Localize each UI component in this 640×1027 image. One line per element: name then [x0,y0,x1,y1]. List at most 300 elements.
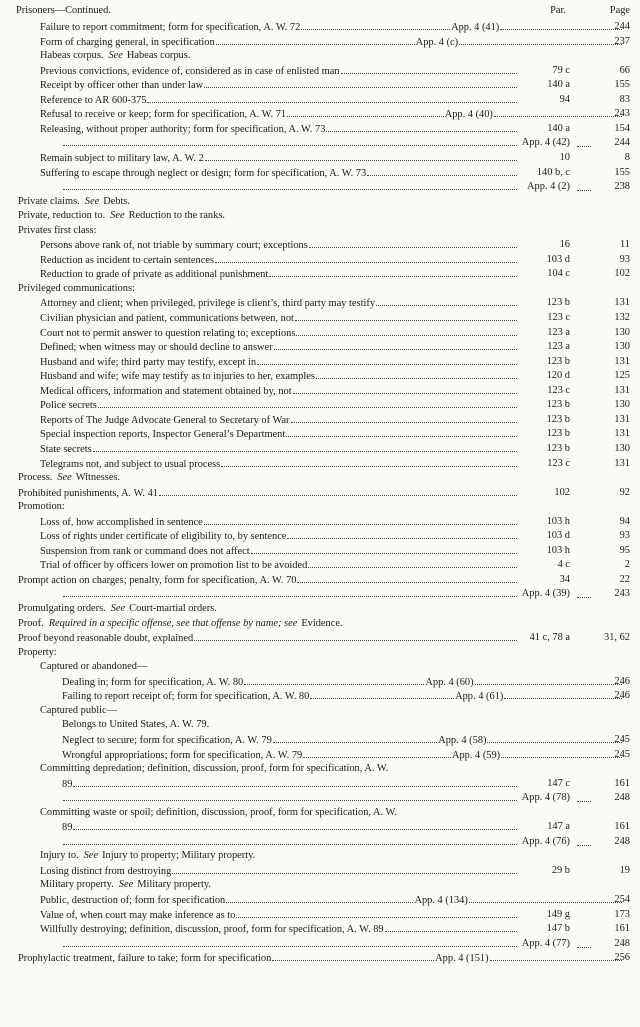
page-number: 130 [614,442,630,454]
index-entry [0,791,640,805]
index-entry [0,369,640,383]
dot-leader [367,166,517,176]
index-entry [0,675,640,689]
index-entry [0,471,640,485]
entry-text: Police secrets [40,400,97,412]
see-reference-label: See [57,472,72,484]
entry-text: Suffering to escape through neglect or design; form for specification, A. W. 73 [40,167,367,179]
paragraph-reference: 29 b [551,864,570,876]
index-entry [0,515,640,529]
entry-heading [40,893,623,908]
entry-text: Injury to. [40,850,79,862]
entry-text: Promotion: [18,501,65,513]
entry-text: Attorney and client; when privileged, privilege is client’s, third party may testify [40,298,376,310]
dot-leader [577,137,591,147]
page-number: 130 [614,326,630,338]
entry-text: Court not to permit answer to question relating to; exceptions [40,327,296,339]
index-entry [0,384,640,398]
page-number: 93 [619,530,630,542]
page-number: 161 [614,777,630,789]
entry-heading [40,355,518,370]
entry-heading [40,151,518,166]
index-entry [0,718,640,732]
entry-text: Neglect to secure; form for specification, A. W. 79 [62,734,272,746]
see-reference-target: Debts. [103,195,131,207]
index-entry [0,166,640,180]
entry-heading [40,878,211,892]
paragraph-reference: 104 c [547,268,570,280]
index-entry [0,413,640,427]
paragraph-reference: App. 4 (61) [455,691,504,703]
paragraph-reference: 16 [559,239,570,251]
index-entry [0,355,640,369]
index-entry [0,209,640,223]
index-entry [0,107,640,121]
dot-leader [301,20,450,30]
page-number: 243 [614,108,630,120]
page-number: 31, 62 [604,632,630,644]
page-number: 83 [619,93,630,105]
paragraph-reference: App. 4 (76) [521,835,570,847]
entry-text: Failure to report commitment; form for specification, A. W. 72 [40,22,301,33]
dot-leader [577,588,591,598]
paragraph-reference: 123 b [546,442,570,454]
entry-text: Husband and wife; wife may testify as to injuries to her, examples [40,371,315,383]
entry-text: Process. [18,472,53,484]
index-entry [0,20,640,34]
section-title: Prisoners—Continued. [16,5,111,16]
entry-text: Reduction as incident to certain sentences [40,254,214,266]
page-number: 245 [614,733,630,745]
dot-leader [286,427,517,437]
page-number: 19 [619,864,630,876]
index-entry [0,820,640,834]
dot-leader [98,398,517,408]
dot-leader [287,529,517,539]
see-reference-label: See [84,195,100,207]
entry-heading [40,122,518,137]
index-entry [0,733,640,747]
index-entry [0,180,640,194]
dot-leader [295,311,517,321]
entry-heading [18,617,343,631]
page-number: 132 [614,312,630,323]
dot-leader [63,937,517,947]
index-entry [0,529,640,543]
dot-leader [269,267,517,277]
entry-text: Privates first class: [18,224,97,236]
paragraph-reference: 123 b [546,428,570,440]
index-entry [0,704,640,718]
entry-heading [62,675,623,690]
entry-heading [40,849,255,863]
entry-text: Civilian physician and patient, communications between, not [40,313,294,324]
see-reference-target: Reduction to the ranks. [128,210,225,222]
entry-text: Remain subject to military law, A. W. 2 [40,152,204,164]
index-entry [0,573,640,587]
paragraph-reference: 123 c [547,312,570,323]
entry-heading [18,282,135,296]
see-reference-target: Witnesses. [75,472,121,484]
paragraph-reference: App. 4 (78) [521,792,570,804]
dot-leader [385,922,517,932]
index-entry [0,864,640,878]
index-entry [0,151,640,165]
page-number: 22 [619,573,630,585]
see-reference-label: See [83,850,99,862]
entry-heading [18,195,130,209]
entry-heading [40,311,518,326]
see-reference-target: Injury to property; Military property. [102,850,256,862]
index-entry [0,326,640,340]
page-number: 245 [614,748,630,760]
entry-heading [40,35,623,50]
paragraph-reference: 140 a [547,79,570,91]
dot-leader [303,748,451,758]
paragraph-reference: 123 c [547,457,570,469]
page-number: 155 [614,166,630,178]
dot-leader [326,122,517,132]
page-number: 131 [614,413,630,425]
index-entry [0,136,640,150]
entry-heading [40,908,518,923]
index-entry [0,646,640,660]
page-number: 244 [614,137,630,149]
entry-text: Belongs to United States, A. W. 79. [62,719,210,731]
paragraph-reference: 41 c, 78 a [529,632,570,644]
entry-text: State secrets [40,443,92,455]
page-number: 256 [614,952,630,964]
entry-text: Reference to AR 600-375 [40,94,147,106]
index-entry [0,602,640,616]
entry-text: Refusal to receive or keep; form for specification, A. W. 71 [40,109,287,121]
index-entry [0,849,640,863]
paragraph-reference: 140 b, c [536,166,570,178]
see-reference-label: Required in a specific offense, see that offense by name; see [48,617,298,629]
entry-text: Receipt by officer other than under law [40,80,204,92]
dot-leader [93,442,517,452]
dot-leader [205,151,517,161]
index-entry [0,893,640,907]
entry-heading [62,820,518,835]
entry-text: Military property. [40,879,114,891]
paragraph-reference: 94 [559,93,570,105]
paragraph-reference: App. 4 (2) [527,181,570,193]
entry-heading [18,209,225,223]
entry-heading [40,326,518,341]
page-column-label: Page [609,5,630,16]
paragraph-reference: 147 c [547,777,570,789]
dot-leader [309,238,517,248]
page-number: 248 [614,937,630,949]
dot-leader [577,181,591,191]
see-reference-label: See [110,603,126,614]
entry-text: Husband and wife; third party may testify, except in [40,356,257,368]
see-reference-target: Evidence. [301,617,343,629]
dot-leader [63,791,517,801]
entry-heading [40,544,518,559]
entry-text: Telegrams not, and subject to usual process [40,458,221,470]
see-reference-label: See [110,210,125,222]
index-entry [0,64,640,78]
entry-text: Value of, when court may make inference as to [40,909,236,921]
dot-leader [244,675,424,685]
index-entry [0,122,640,136]
entry-heading [40,398,518,413]
paragraph-reference: 10 [559,151,570,163]
entry-heading [40,166,518,181]
dot-leader [172,864,517,874]
index-header [16,3,630,19]
page-number: 254 [614,894,630,905]
entry-heading [40,660,147,674]
index-entry [0,93,640,107]
paragraph-reference: 120 d [546,370,570,382]
entry-text: Loss of, how accomplished in sentence [40,516,203,528]
entry-heading [62,718,209,732]
index-entry [0,238,640,252]
index-entry [0,777,640,791]
page-number: 102 [614,268,630,280]
entry-heading [18,500,65,514]
entry-heading [62,587,518,597]
entry-text: Captured or abandoned— [40,661,148,673]
entry-text: Suspension from rank or command does not affect [40,545,250,557]
index-entry [0,937,640,951]
index-entry [0,762,640,776]
index-entry [0,835,640,849]
entry-heading [18,951,623,966]
index-entry [0,253,640,267]
dot-leader [257,355,517,365]
entry-heading [40,253,518,268]
page-number: 244 [614,21,630,32]
entry-heading [40,529,518,544]
dot-leader [63,136,517,146]
index-entry [0,806,640,820]
paragraph-reference: App. 4 (59) [451,749,501,761]
entry-heading [40,384,518,399]
index-entry [0,660,640,674]
paragraph-reference: 123 b [546,413,570,425]
dot-leader [194,631,517,641]
dot-leader [297,573,517,583]
page-number: 11 [619,239,630,251]
page-number: 248 [614,792,630,804]
dot-leader [341,64,517,74]
page-number: 93 [619,253,630,265]
index-entry [0,195,640,209]
entry-text: Failing to report receipt of; form for specification, A. W. 80 [62,691,310,703]
entry-heading [62,689,623,704]
dot-leader [287,107,444,117]
dot-leader [204,515,517,525]
index-entry [0,922,640,936]
see-reference-label: See [108,50,123,62]
dot-leader [221,457,517,467]
index-entry [0,340,640,354]
entry-text: Proof. [18,617,44,629]
page-number: 246 [614,690,630,702]
dot-leader [216,35,415,45]
entry-text: Private, reduction to. [18,210,106,222]
dot-leader [293,384,517,394]
index-entry [0,442,640,456]
entry-heading [40,238,518,253]
index-entry [0,296,640,310]
page-number: 248 [614,835,630,847]
dot-leader [226,893,413,903]
page-number: 131 [614,428,630,440]
entry-heading [40,369,518,384]
paragraph-reference: App. 4 (c) [415,36,459,48]
entry-heading [40,20,623,35]
entry-heading [40,806,397,820]
entry-heading [40,413,518,428]
page-number: 131 [614,297,630,309]
paragraph-reference: App. 4 (41) [451,22,500,33]
entry-text: Public, destruction of; form for specification [40,895,226,906]
entry-heading [40,762,388,776]
page-number: 237 [614,35,630,47]
page-number: 95 [619,544,630,556]
paragraph-reference: App. 4 (42) [521,137,570,149]
index-entry [0,500,640,514]
entry-heading [40,93,518,108]
index-entry [0,282,640,296]
entry-heading [18,224,97,238]
entry-text: 89 [62,778,73,790]
paragraph-reference: 4 c [557,559,570,571]
entry-heading [18,602,217,616]
dot-leader [291,413,517,423]
index-entry [0,544,640,558]
paragraph-reference: App. 4 (40) [444,109,493,121]
page-number: 94 [619,515,630,527]
index-entry [0,457,640,471]
entry-heading [40,864,518,879]
entry-text: Losing distinct from destroying [40,865,172,877]
index-entry [0,224,640,238]
entry-text: Releasing, without proper authority; form for specification, A. W. 73 [40,123,326,135]
dot-leader [577,792,591,802]
paragraph-reference: 103 h [546,544,570,556]
paragraph-reference: App. 4 (58) [438,734,487,746]
entry-text: Property: [18,646,57,658]
page-number: 161 [614,923,630,935]
page-number: 131 [614,457,630,469]
dot-leader [577,938,591,948]
page-number: 131 [614,355,630,367]
page-number: 131 [614,384,630,396]
page-number: 246 [614,675,630,687]
entry-heading [40,704,117,718]
par-column-label: Par. [550,5,566,16]
index-entry [0,78,640,92]
entry-text: Persons above rank of, not triable by summary court; exceptions [40,240,308,252]
paragraph-reference: 103 d [546,530,570,542]
page-number: 92 [619,486,630,498]
entry-text: Defined; when witness may or should decline to answer [40,342,273,354]
paragraph-reference: 149 g [546,908,570,920]
page-number: 125 [614,370,630,382]
dot-leader [316,369,517,379]
paragraph-reference: App. 4 (134) [414,895,468,906]
entry-heading [40,296,518,311]
entry-heading [62,777,518,792]
index-entry [0,311,640,325]
entry-text: Reports of The Judge Advocate General to Secretary of War [40,414,290,426]
dot-leader [63,180,517,190]
entry-text: Privileged communications: [18,282,135,294]
paragraph-reference: 140 a [547,122,570,134]
see-reference-target: Court-martial orders. [129,603,217,614]
dot-leader [147,93,517,103]
paragraph-reference: 123 b [546,355,570,367]
index-entry [0,689,640,703]
page-number: 130 [614,341,630,353]
page-number: 238 [614,181,630,193]
entry-text: Captured public— [40,704,118,716]
entry-heading [62,835,518,845]
paragraph-reference: App. 4 (77) [521,937,570,949]
dot-leader [73,777,517,787]
dot-leader [63,835,517,845]
paragraph-reference: App. 4 (60) [425,676,474,688]
paragraph-reference: 123 a [547,341,570,353]
paragraph-reference: App. 4 (39) [521,588,570,600]
index-entry [0,427,640,441]
page-number: 130 [614,399,630,411]
entry-text: Form of charging general, in specification [40,36,215,48]
entry-heading [40,49,190,63]
entry-text: Committing depredation; definition, discussion, proof, form for specification, A. W. [40,763,389,775]
dot-leader [73,820,517,830]
paragraph-reference: 102 [554,486,570,498]
entry-heading [62,733,623,748]
paragraph-reference: 103 h [546,515,570,527]
dot-leader [63,587,517,597]
paragraph-reference: 147 a [547,821,570,833]
index-entry [0,951,640,965]
page-number: 154 [614,122,630,134]
entry-heading [18,573,518,588]
index-entry [0,748,640,762]
entry-heading [18,646,57,660]
dot-leader [215,253,517,263]
index-entry [0,35,640,49]
index-entry [0,908,640,922]
entry-heading [40,922,518,937]
index-entry [0,878,640,892]
entry-text: Prompt action on charges; penalty, form for specification, A. W. 70 [18,574,297,586]
entry-text: Loss of rights under certificate of eligibility to, by sentence [40,531,287,543]
index-entry [0,617,640,631]
entry-text: Willfully destroying; definition, discussion, proof, form for specification, A. W. 89 [40,924,384,936]
entry-heading [40,457,518,472]
index-entry [0,49,640,63]
entry-heading [18,631,518,646]
dot-leader [376,296,517,306]
paragraph-reference: 147 b [546,923,570,935]
dot-leader [296,326,517,336]
paragraph-reference: 103 d [546,253,570,265]
dot-leader [308,558,517,568]
paragraph-reference: 123 a [547,326,570,338]
paragraph-reference: 123 c [547,384,570,396]
entry-text: Special inspection reports, Inspector General’s Department [40,429,286,441]
entry-text: Habeas corpus. [40,50,104,62]
